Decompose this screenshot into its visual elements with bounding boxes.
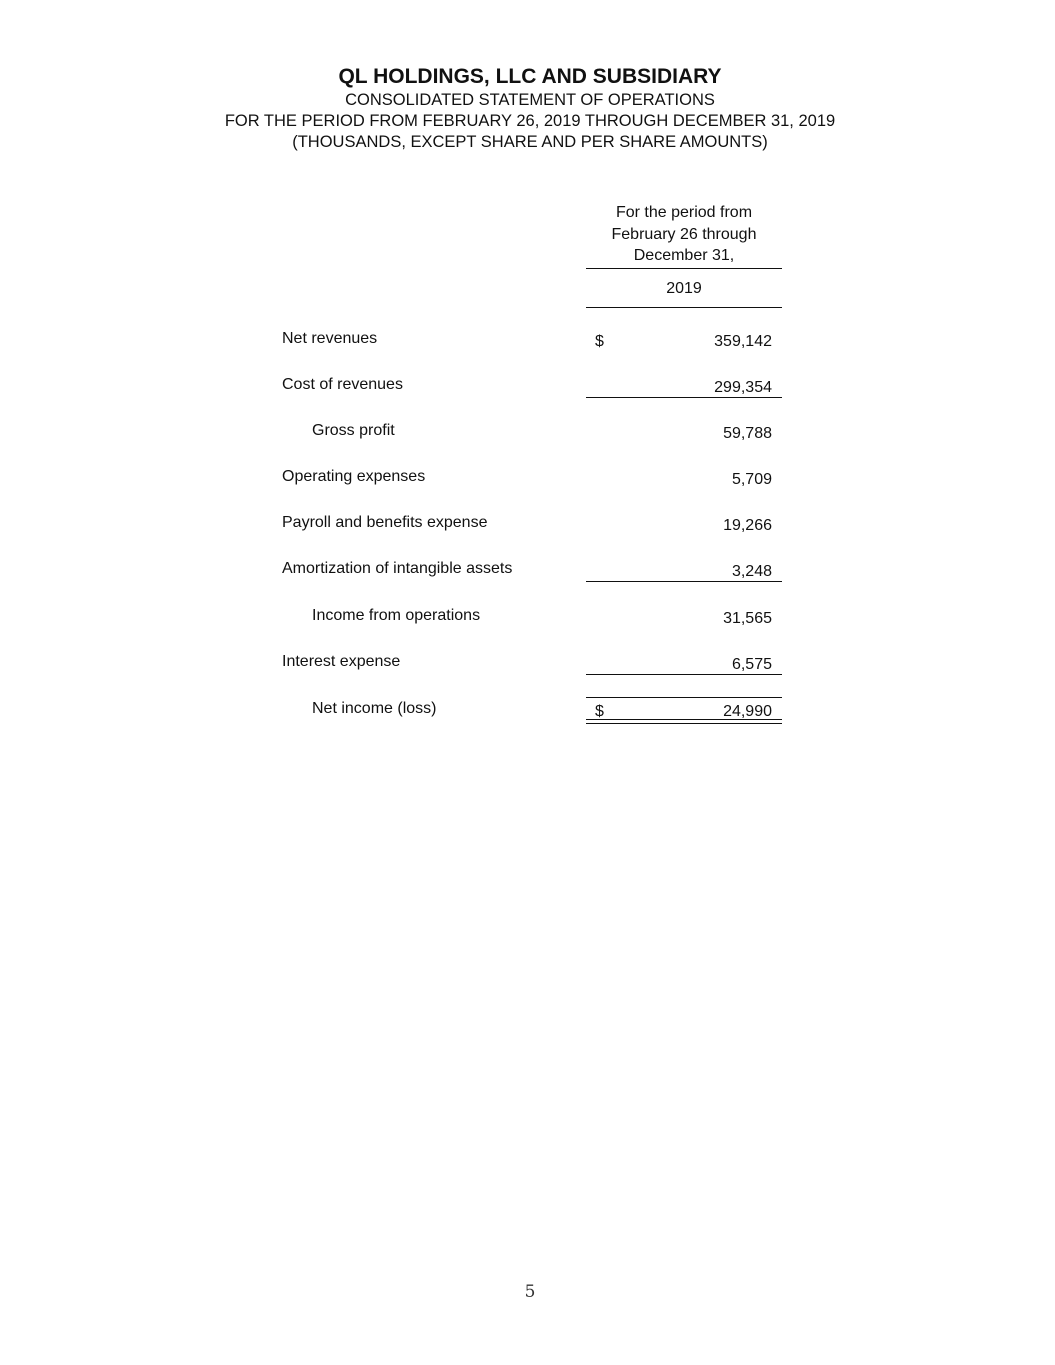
row-amortization — [0, 561, 1055, 583]
row-amount: 31,565 — [723, 610, 772, 627]
row-amount: 6,575 — [731, 656, 772, 673]
row-label: Interest expense — [282, 653, 401, 670]
row-label: Gross profit — [312, 422, 395, 439]
column-year-rule — [586, 307, 782, 308]
currency-symbol: $ — [595, 703, 604, 720]
column-header — [586, 202, 782, 267]
row-cost-of-revenues — [0, 377, 1055, 399]
column-header-line-3: December 31, — [633, 247, 735, 264]
row-amount: 5,709 — [731, 471, 772, 488]
row-amount: 359,142 — [714, 333, 772, 350]
row-label: Payroll and benefits expense — [282, 514, 488, 531]
total-double-rule-upper — [586, 719, 782, 720]
row-amount: 299,354 — [714, 379, 772, 396]
row-amount: 3,248 — [731, 563, 772, 580]
statement-units: (THOUSANDS, EXCEPT SHARE AND PER SHARE AMOUNTS) — [292, 133, 768, 151]
company-name: QL HOLDINGS, LLC AND SUBSIDIARY — [338, 65, 722, 88]
row-net-revenues — [0, 331, 1055, 353]
row-amount: 19,266 — [723, 517, 772, 534]
statement-period: FOR THE PERIOD FROM FEBRUARY 26, 2019 THROUGH DECEMBER 31, 2019 — [224, 112, 836, 130]
row-amount: 24,990 — [723, 703, 772, 720]
row-payroll-benefits — [0, 515, 1055, 537]
row-income-from-operations — [0, 608, 1055, 630]
row-label: Cost of revenues — [282, 376, 403, 393]
total-double-rule-lower — [586, 723, 782, 724]
column-header-line-2: February 26 through — [611, 225, 757, 243]
row-interest-expense — [0, 654, 1055, 676]
column-year: 2019 — [666, 280, 702, 297]
statement-title: CONSOLIDATED STATEMENT OF OPERATIONS — [345, 91, 715, 109]
total-top-rule — [586, 697, 782, 698]
row-amount: 59,788 — [723, 425, 772, 442]
row-net-income — [0, 701, 1055, 723]
row-label: Net revenues — [282, 330, 378, 347]
column-header-rule — [586, 268, 782, 269]
page-number: 5 — [524, 1282, 536, 1302]
subtotal-rule — [586, 581, 782, 582]
row-label: Income from operations — [312, 607, 481, 624]
subtotal-rule — [586, 397, 782, 398]
currency-symbol: $ — [595, 333, 604, 350]
document-header — [0, 64, 1055, 153]
subtotal-rule — [586, 674, 782, 675]
row-gross-profit — [0, 423, 1055, 445]
row-operating-expenses — [0, 469, 1055, 491]
row-label: Operating expenses — [282, 468, 426, 485]
row-label: Amortization of intangible assets — [282, 560, 513, 577]
column-header-line-1: For the period from — [615, 204, 753, 221]
row-label: Net income (loss) — [312, 700, 437, 717]
